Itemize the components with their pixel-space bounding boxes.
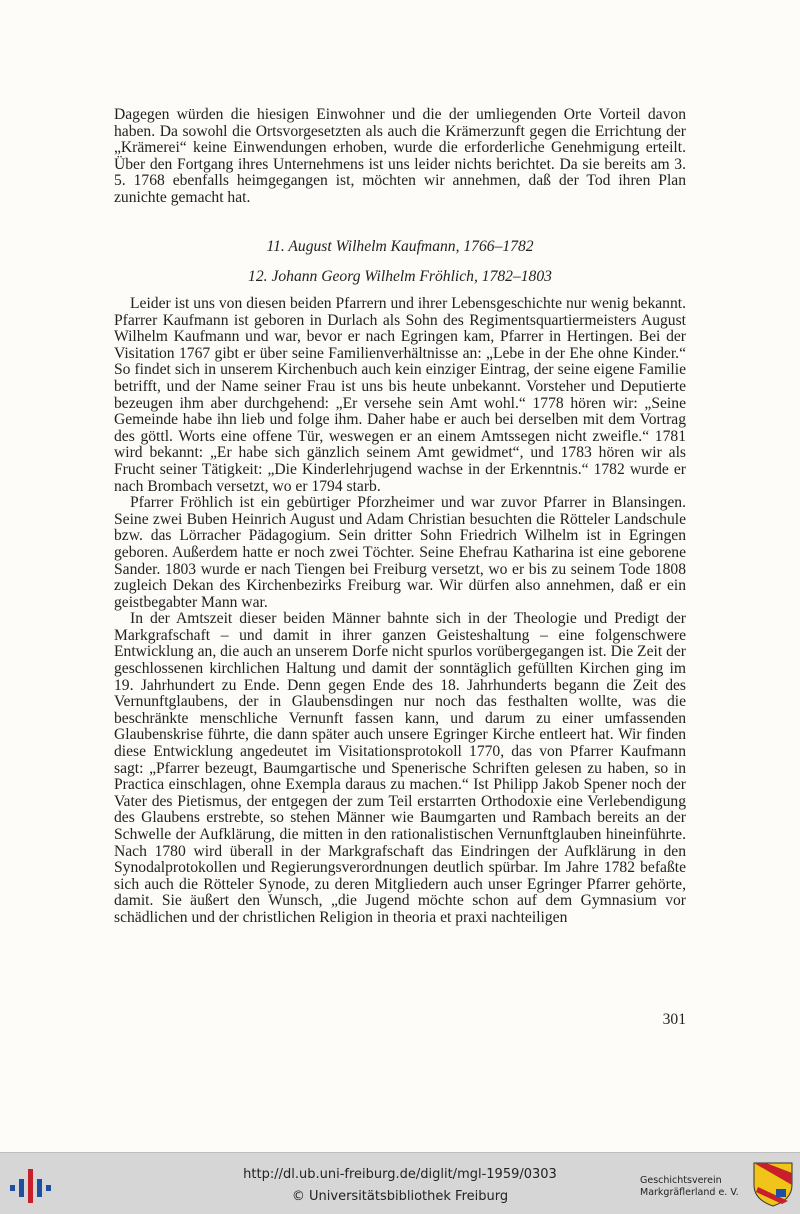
paragraph-2: Pfarrer Fröhlich ist ein gebürtiger Pforzheimer und war zuvor Pfarrer in Blansingen. Seine zwei Buben Heinrich August und Adam Christian besuchten die Rötteler Landschule bzw. das Lörracher Pädagogium. Sein dritter Sohn Friedrich Wilhelm ist in Egringen geboren. Außerdem hatte er noch zwei Töchter. Seine Ehefrau Katharina ist eine geborene Sander. 1803 wurde er nach Tiengen bei Freiburg versetzt, wo er bis zu seinem Tode 1808 zugleich Dekan des Kirchenbezirks Freiburg war. Wir dürfen also annehmen, daß er ein geistbegabter Mann war. xyxy=(114,494,686,611)
society-name xyxy=(640,1175,750,1199)
coat-of-arms-icon[interactable] xyxy=(752,1161,794,1207)
paragraph-1: Leider ist uns von diesen beiden Pfarrern und ihrer Lebensgeschichte nur wenig bekannt. Pfarrer Kaufmann ist geboren in Durlach als Sohn des Regimentsquartiermeisters August Wilhelm Kaufmann und war, bevor er nach Egringen kam, Pfarrer in Hertingen. Bei der Visitation 1767 gibt er über seine Familienverhältnisse an: „Lebe in der Ehe ohne Kinder.“ So findet sich in unserem Kirchenbuch auch kein einziger Eintrag, der seine eigene Familie betrifft, und der Name seiner Frau ist uns bis heute unbekannt. Vorsteher und Deputierte bezeugen ihm aber durchgehend: „Er versehe sein Amt wohl.“ 1778 hören wir: „Seine Gemeinde habe ihn lieb und folge ihm. Daher habe er auch bei derselben mit dem Vortrag des göttl. Worts eine offene Tür, weswegen er an einem Amtssegen nicht zweifle.“ 1781 wird bekannt: „Er habe sich gänzlich seinem Amt gewidmet“, und 1783 hören wir als Frucht seiner Tätigkeit: „Die Kinderlehrjugend wachse in der Erkenntnis.“ 1782 wurde er nach Brombach versetzt, wo er 1794 starb. xyxy=(114,295,686,495)
society-line-2: Markgräflerland e. V. xyxy=(640,1187,739,1198)
body-text xyxy=(114,296,686,927)
section-heading-kaufmann: 11. August Wilhelm Kaufmann, 1766–1782 xyxy=(266,238,534,255)
page-number: 301 xyxy=(662,1011,686,1028)
section-heading-froehlich: 12. Johann Georg Wilhelm Fröhlich, 1782–1803 xyxy=(248,268,552,285)
paragraph-3: In der Amtszeit dieser beiden Männer bahnte sich in der Theologie und Predigt der Markgrafschaft – und damit in ihrer ganzen Geisteshaltung – eine folgenschwere Entwicklung an, die auch an unserem Dorfe nicht spurlos vorübergegangen ist. Die Zeit der geschlossenen kirchlichen Haltung und damit der sonntäglich gefüllten Kirchen ging im 19. Jahrhundert zu Ende. Denn gegen Ende des 18. Jahrhunderts begann die Zeit des Vernunftglaubens, der in Glaubensdingen nur noch das festhalten wollte, was die beschränkte menschliche Vernunft fassen kann, und darum zu einer umfassenden Glaubenskrise führte, die dann später auch unsere Egringer Kirche entleert hat. Wir finden diese Entwicklung angedeutet im Visitationsprotokoll 1770, das von Pfarrer Kaufmann sagt: „Pfarrer bezeugt, Baumgartische und Spenerische Schriften gelesen zu haben, so in Practica einschlagen, ohne Exempla daraus zu machen.“ Ist Philipp Jakob Spener noch der Vater des Pietismus, der entgegen der zum Teil erstarrten Orthodoxie eine Verlebendigung des Glaubens erstrebte, so stehen Männer wie Baumgarten und Rambach bereits an der Schwelle der Aufklärung, die mitten in den rationalistischen Vernunftglauben hineinführte. Nach 1780 wird überall in der Markgrafschaft das Eindringen der Aufklärung in den Synodalprotokollen und Regierungsverordnungen deutlich spürbar. Im Jahre 1782 befaßte sich auch die Rötteler Synode, zu deren Mitgliedern auch unser Egringer Pfarrer gehörte, damit. Sie äußert den Wunsch, „die Jugend möchte schon auf dem Gymnasium vor schädlichen und der christlichen Religion in theoria et praxi nachteiligen xyxy=(114,610,686,926)
viewer-footer xyxy=(0,1152,800,1214)
intro-paragraph xyxy=(114,107,686,207)
intro-text: Dagegen würden die hiesigen Einwohner und die der umliegenden Orte Vorteil davon haben. Da sowohl die Ortsvorgesetzten als auch die Krämerzunft gegen die Errichtung der „Krämerei“ keine Einwendungen erhoben, wurde die erforderliche Genehmigung erteilt. Über den Fortgang ihres Unternehmens ist uns leider nichts berichtet. Da sie bereits am 3. 5. 1768 ebenfalls heimgegangen ist, möchten wir annehmen, daß der Tod ihren Plan zunichte gemacht hat. xyxy=(114,106,686,206)
society-line-1: Geschichtsverein xyxy=(640,1175,722,1186)
copyright-text: © Universitätsbibliothek Freiburg xyxy=(291,1189,509,1204)
document-url-link[interactable]: http://dl.ub.uni-freiburg.de/diglit/mgl-1959/0303 xyxy=(243,1167,557,1182)
